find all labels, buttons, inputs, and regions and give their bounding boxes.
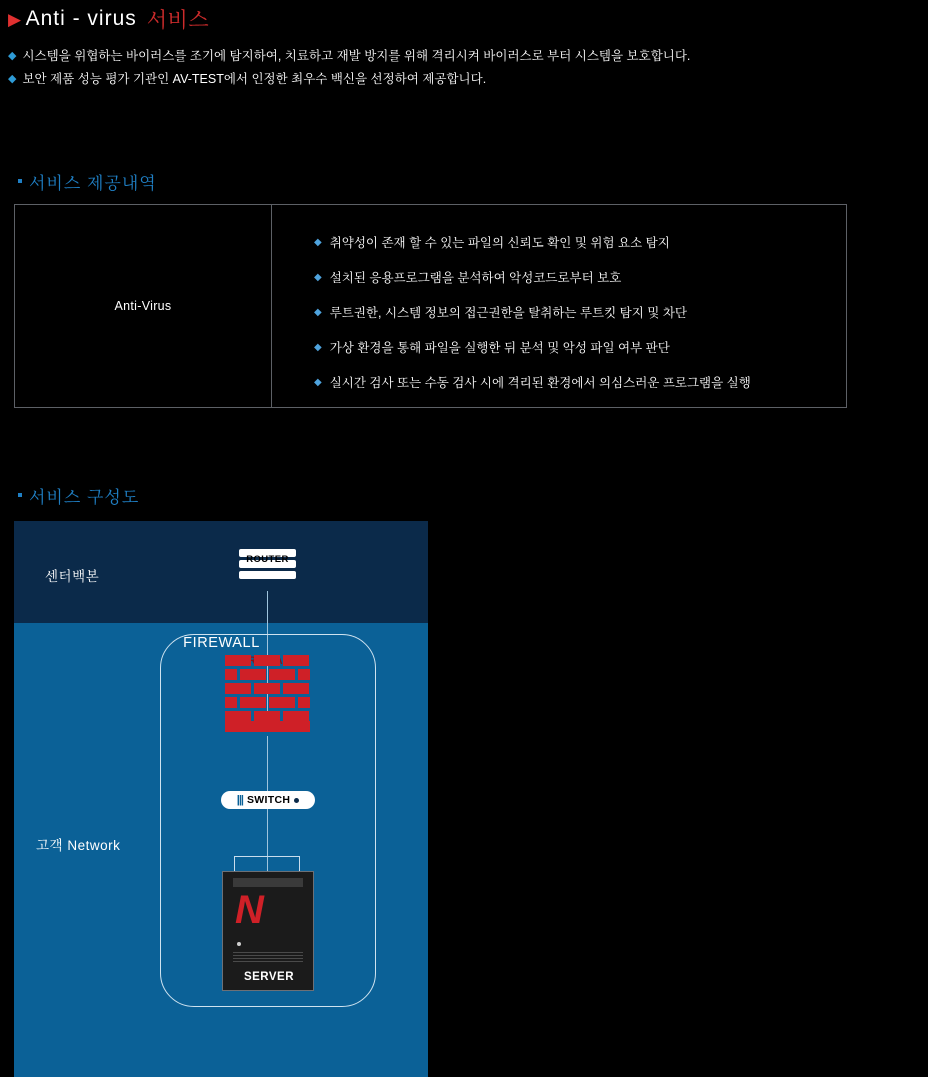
diamond-bullet-icon: ◆ (314, 272, 322, 283)
list-item (314, 303, 846, 323)
service-item-text: 취약성이 존재 할 수 있는 파일의 신뢰도 확인 및 위험 요소 탐지 (329, 236, 670, 250)
list-item (8, 69, 868, 90)
diamond-bullet-icon: ◆ (314, 237, 322, 248)
triangle-right-icon: ▶ (8, 9, 22, 29)
list-item (314, 373, 846, 393)
zone-label-customer-network: 고객 Network (36, 838, 121, 853)
diamond-bullet-icon: ◆ (314, 307, 322, 318)
router-label: ROUTER (246, 554, 289, 565)
diamond-bullet-icon: ◆ (8, 73, 17, 85)
server-drive-slot (233, 878, 303, 887)
section-heading-service-diagram (18, 483, 139, 508)
server-vent-grille (233, 952, 303, 962)
diamond-bullet-icon: ◆ (314, 377, 322, 388)
router-body-bottom (239, 571, 296, 579)
service-item-text: 설치된 응용프로그램을 분석하여 악성코드로부터 보호 (329, 271, 622, 285)
server-label: SERVER (243, 971, 295, 983)
page-title-ko: 서비스 (146, 9, 210, 32)
switch-ports-icon: ||| (236, 794, 243, 806)
section-heading-label: 서비스 제공내역 (29, 174, 157, 193)
list-item (314, 233, 846, 253)
page-title-en: Anti - virus (25, 7, 137, 30)
firewall-label: FIREWALL (183, 635, 260, 651)
intro-bullet-text: 보안 제품 성능 평가 기관인 AV-TEST에서 인정한 최우수 백신을 선정하여 제공합니다. (22, 72, 487, 86)
list-item (314, 268, 846, 288)
diamond-bullet-icon: ◆ (8, 50, 17, 62)
firewall-brick-icon (225, 655, 310, 731)
provided-services-table (14, 204, 847, 408)
zone-label-center-backbone: 센터백본 (45, 569, 100, 584)
square-bullet-icon (18, 493, 22, 497)
provided-services-list (272, 205, 846, 407)
switch-node (221, 791, 315, 809)
section-heading-label: 서비스 구성도 (29, 488, 140, 507)
service-item-text: 실시간 검사 또는 수동 검사 시에 격리된 환경에서 의심스러운 프로그램을 실행 (329, 376, 751, 390)
intro-bullet-list (8, 46, 868, 92)
square-bullet-icon (18, 179, 22, 183)
page-title (8, 4, 209, 34)
switch-label: SWITCH (247, 794, 291, 806)
server-vendor-logo-icon: N (235, 890, 261, 932)
table-row-label: Anti-Virus (15, 205, 272, 407)
server-power-led-icon (237, 942, 241, 946)
service-item-text: 루트권한, 시스템 정보의 접근권한을 탈취하는 루트킷 탐지 및 차단 (329, 306, 687, 320)
service-item-text: 가상 환경을 통해 파일을 실행한 뒤 분석 및 악성 파일 여부 판단 (329, 341, 670, 355)
section-heading-provided-services (18, 169, 157, 194)
server-node (222, 871, 314, 991)
diamond-bullet-icon: ◆ (314, 342, 322, 353)
intro-bullet-text: 시스템을 위협하는 바이러스를 조기에 탐지하여, 치료하고 재발 방지를 위해 격리시켜 바이러스로 부터 시스템을 보호합니다. (22, 49, 691, 63)
router-node (239, 549, 296, 582)
switch-led-icon (294, 798, 299, 803)
network-diagram (14, 521, 428, 1077)
list-item (8, 46, 868, 67)
list-item (314, 338, 846, 358)
